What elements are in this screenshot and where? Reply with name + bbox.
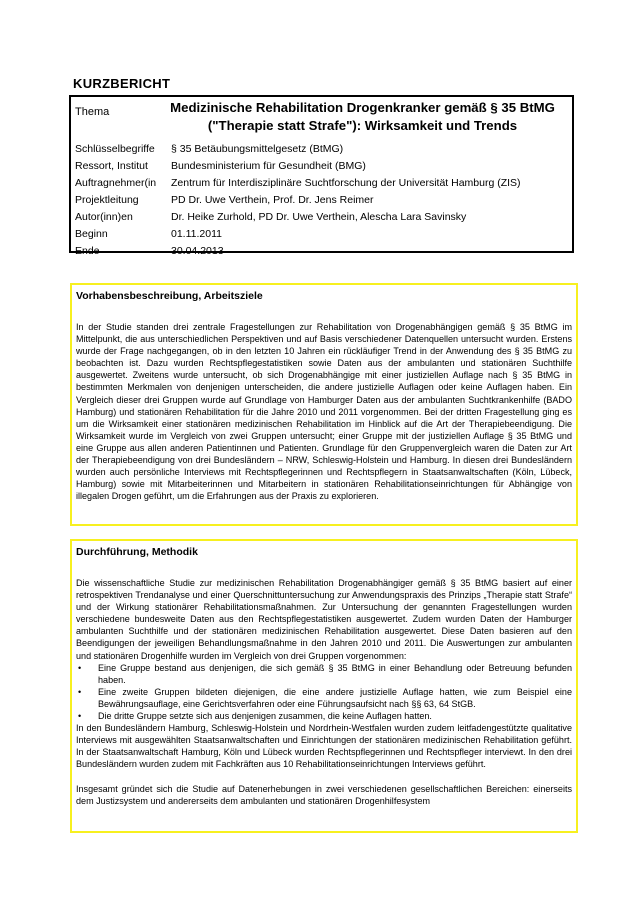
report-title: [161, 99, 564, 135]
list-item: [76, 662, 572, 686]
metadata-table: [75, 141, 570, 260]
list-item-text: Eine zweite Gruppen bildeten diejenigen, die eine andere justizielle Auflage hatten, wie zum Beispiel eine Bewährungsauflage, eine Gerichtsverfahren oder eine Führungsaufsicht nach §§ 63, 64 StGB.: [98, 686, 572, 709]
meta-value: 01.11.2011: [171, 228, 222, 240]
section-title: Vorhabensbeschreibung, Arbeitsziele: [76, 290, 263, 302]
list-item-text: Eine Gruppe bestand aus denjenigen, die sich gemäß § 35 BtMG in einer Behandlung oder Betreuung befunden haben.: [98, 662, 572, 685]
metadata-box: [69, 95, 574, 257]
meta-row-project-lead: [75, 192, 570, 209]
list-item: [76, 710, 572, 722]
meta-value: Zentrum für Interdisziplinäre Suchtforschung der Universität Hamburg (ZIS): [171, 177, 521, 189]
section-project-description: [70, 283, 578, 526]
meta-row-start: [75, 226, 570, 243]
section-paragraph: Insgesamt gründet sich die Studie auf Datenerhebungen in zwei verschiedenen gesellschaftlichen Bereichen: einerseits dem Justizsystem und andererseits dem ambulanten und stationären Drogenhilfesystem: [76, 783, 572, 806]
meta-value: Dr. Heike Zurhold, PD Dr. Uwe Verthein, Alescha Lara Savinsky: [171, 211, 467, 223]
thema-label: Thema: [75, 106, 110, 118]
meta-value: PD Dr. Uwe Verthein, Prof. Dr. Jens Reimer: [171, 194, 374, 206]
meta-key: Beginn: [75, 228, 108, 240]
bullet-icon: •: [78, 711, 82, 722]
meta-row-keywords: [75, 141, 570, 158]
meta-value: Bundesministerium für Gesundheit (BMG): [171, 160, 366, 172]
section-intro: Die wissenschaftliche Studie zur medizinischen Rehabilitation Drogenabhängiger gemäß § 35 BtMG basiert auf einer retrospektiven Trendanalyse und einer Querschnittuntersuchung zur Anwendungspraxis des Prinzips „Therapie statt Strafe“ und der Wirkung stationärer Rehabilitationsmaßnahmen. Zur Untersuchung der genannten Fragestellungen wurden verschiedene bundesweite Daten aus den Rechtspflegestatistiken ausgewertet. Zudem wurden Daten der Hamburger ambulanten Suchthilfe und der stationären medizinischen Rehabilitation ausgewertet. Diese Daten basieren auf den Beendigungen der jeweiligen Behandlungsmaßnahme in den Jahren 2010 und 2011. Die Auswertungen zur ambulanten und stationären Drogenhilfe wurden im Vergleich von drei Gruppen vorgenommen:: [76, 578, 572, 661]
title-line-1: Medizinische Rehabilitation Drogenkranker gemäß § 35 BtMG: [170, 100, 555, 115]
meta-value: § 35 Betäubungsmittelgesetz (BtMG): [171, 143, 344, 155]
meta-key: Auftragnehmer(in: [75, 177, 157, 189]
group-list: [76, 662, 572, 722]
section-title: Durchführung, Methodik: [76, 546, 198, 558]
meta-key: Schlüsselbegriffe: [75, 143, 155, 155]
section-methodology: [70, 539, 578, 833]
meta-key: Ressort, Institut: [75, 160, 148, 172]
title-line-2: ("Therapie statt Strafe"): Wirksamkeit und Trends: [207, 118, 518, 133]
bullet-icon: •: [78, 662, 82, 673]
section-paragraph: In den Bundesländern Hamburg, Schleswig-Holstein und Nordrhein-Westfalen wurden zudem leitfadengestützte qualitative Interviews mit ausgewählten Staatsanwaltschaften und Einrichtungen der stationären medizinischen Rehabilitation geführt. In der Staatsanwaltschaft Hamburg, Köln und Lübeck wurden Rechtspflegerinnen und Rechtspfleger interviewt. In den drei Bundesländern wurden zudem mit Fachkräften aus 10 Rehabilitationseinrichtungen Interviews geführt.: [76, 723, 572, 770]
meta-row-end: [75, 243, 570, 260]
bullet-icon: •: [78, 686, 82, 697]
report-heading: KURZBERICHT: [73, 76, 171, 91]
meta-row-ressort: [75, 158, 570, 175]
list-item-text: Die dritte Gruppe setzte sich aus denjenigen zusammen, die keine Auflagen hatten.: [98, 711, 432, 722]
meta-value: 30.04.2013: [171, 245, 224, 257]
meta-key: Autor(inn)en: [75, 211, 133, 223]
list-item: [76, 686, 572, 710]
meta-row-authors: [75, 209, 570, 226]
meta-key: Ende: [75, 245, 100, 257]
section-body: In der Studie standen drei zentrale Fragestellungen zur Rehabilitation von Drogenabhängigen gemäß § 35 BtMG im Mittelpunkt, die aus unterschiedlichen Perspektiven und auf Basis verschiedener Datenquellen untersucht wurden. Erstens wurde der Frage nachgegangen, ob in den letzten 10 Jahren ein rückläufiger Trend in der Anwendung des § 35 BtMG zu beobachten ist. Dazu wurden Rechtspflegestatistiken sowie Daten aus der ambulanten und stationären Suchthilfe ausgewertet. Zweitens wurde untersucht, ob sich Drogenabhängige mit einer justiziellen Auflage nach § 35 BtMG in bestimmten Merkmalen von denjenigen unterscheiden, die andere justizielle Auflagen oder keine Auflagen haben. Ein Vergleich dieser drei Gruppen wurde auf Grundlage von Hamburger Daten aus der ambulanten Suchtkrankenhilfe (BADO Hamburg) und stationären Rehabilitation für die Jahre 2010 und 2011 vorgenommen. Bei der dritten Fragestellung ging es um die Wirksamkeit einer stationären medizinischen Rehabilitation im Hinblick auf die Art der Therapiebeendigung. Die Wirksamkeit wurde im Vergleich von zwei Gruppen untersucht; einer Gruppe mit der justiziellen Auflage § 35 BtMG und eine Gruppe aus allen anderen Patientinnen und Patienten. Grundlage für den Gruppenvergleich waren die Daten zur Art der Therapiebeendigung von drei Bundesländern – NRW, Schleswig-Holstein und Hamburg. In diesen drei Bundesländern wurden auch persönliche Interviews mit Rechtspflegerinnen und Rechtspflegern in Staatsanwaltschaften (Köln, Lübeck, Hamburg) sowie mit Mitarbeiterinnen und Mitarbeitern in stationären Rehabilitationseinrichtungen für Abhängige von illegalen Drogen geführt, um die Erfahrungen aus der Praxis zu explorieren.: [76, 322, 572, 502]
meta-row-contractor: [75, 175, 570, 192]
meta-key: Projektleitung: [75, 194, 139, 206]
